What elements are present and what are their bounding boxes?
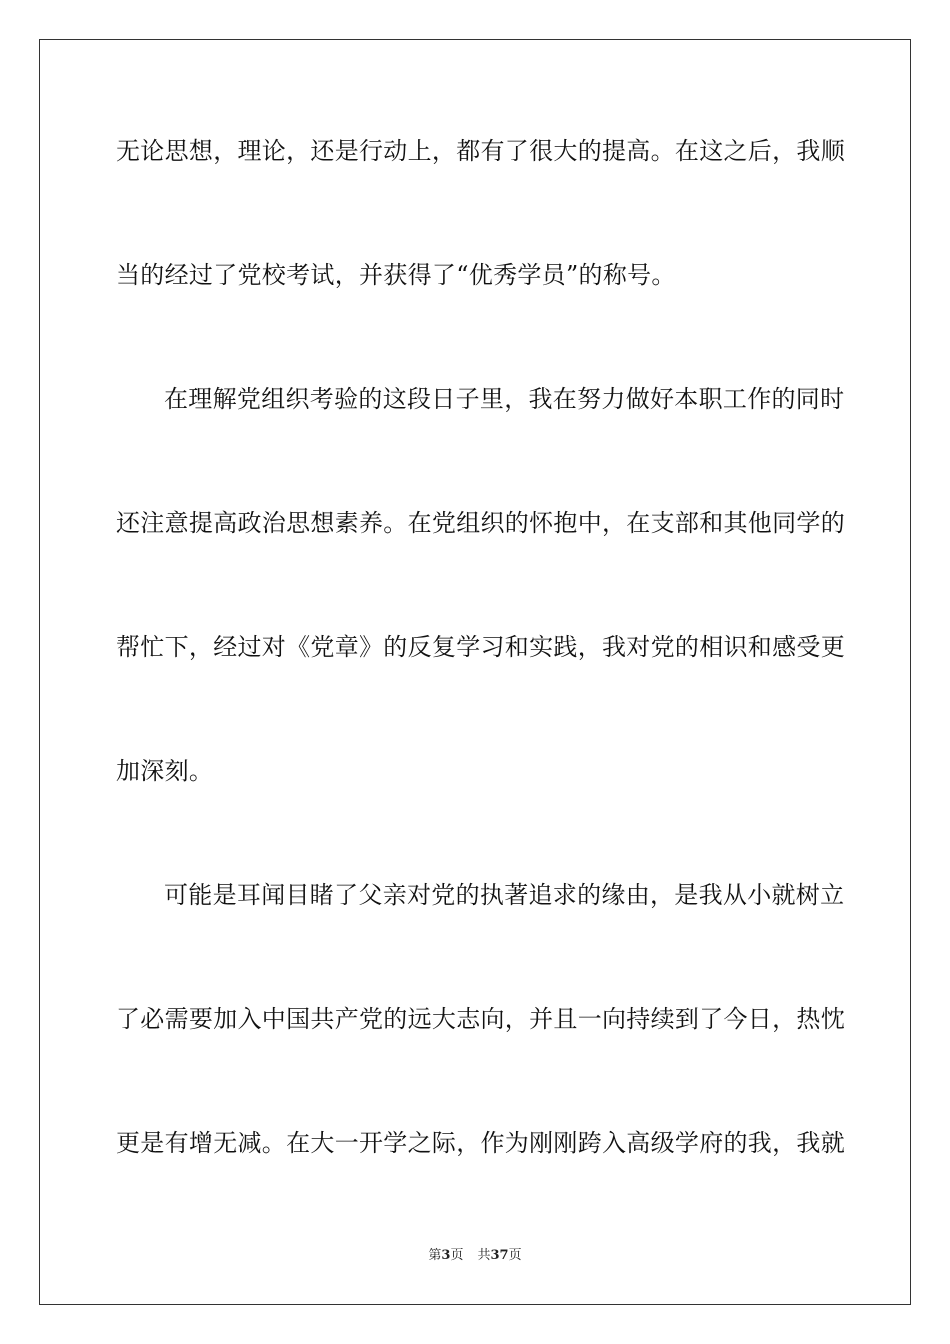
text-line: 还注意提高政治思想素养。在党组织的怀抱中，在支部和其他同学的: [116, 509, 845, 537]
page-prefix: 第: [428, 1248, 442, 1263]
paragraph-first-line: 在理解党组织考验的这段日子里，我在努力做好本职工作的同时: [164, 385, 845, 413]
paragraph-first-line: 可能是耳闻目睹了父亲对党的执著追求的缘由，是我从小就树立: [164, 881, 845, 909]
text-line: 帮忙下，经过对《党章》的反复学习和实践，我对党的相识和感受更: [116, 633, 845, 661]
text-line: 了必需要加入中国共产党的远大志向，并且一向持续到了今日，热忱: [116, 1005, 845, 1033]
page-frame: [39, 39, 911, 1305]
text-line: 更是有增无减。在大一开学之际，作为刚刚跨入高级学府的我，我就: [116, 1129, 845, 1157]
page-footer: [0, 1246, 950, 1266]
text-line: 加深刻。: [116, 757, 214, 785]
total-pages: 37: [490, 1248, 509, 1263]
page-suffix: 页: [450, 1248, 464, 1263]
text-line: 无论思想，理论，还是行动上，都有了很大的提高。在这之后，我顺: [116, 137, 845, 165]
total-prefix: 共: [477, 1248, 491, 1263]
page-number: 3: [441, 1248, 451, 1263]
total-suffix: 页: [508, 1248, 522, 1263]
text-line: 当的经过了党校考试，并获得了“优秀学员”的称号。: [116, 261, 676, 289]
